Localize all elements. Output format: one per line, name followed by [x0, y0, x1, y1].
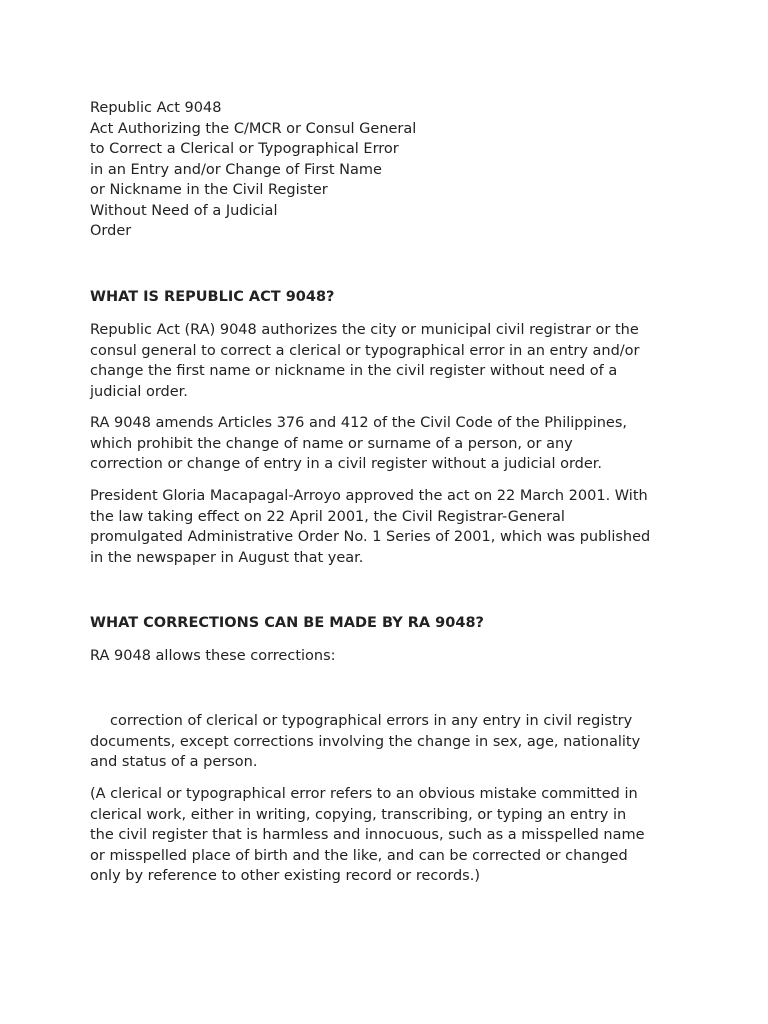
note-line: only by reference to other existing record or records.) [90, 868, 480, 884]
paragraph-line: judicial order. [90, 383, 188, 400]
list-item [90, 711, 690, 773]
heading-text: WHAT CORRECTIONS CAN BE MADE BY RA 9048? [90, 615, 484, 631]
paragraph-line: RA 9048 amends Articles 376 and 412 of the Civil Code of the Philippines, [90, 415, 627, 431]
note-line: (A clerical or typographical error refers to an obvious mistake committed in [90, 786, 638, 802]
paragraph [90, 320, 690, 402]
paragraph-line: in the newspaper in August that year. [90, 549, 364, 566]
section-heading-corrections [90, 613, 690, 634]
heading-text: WHAT IS REPUBLIC ACT 9048? [90, 289, 335, 305]
note-paragraph [90, 784, 690, 887]
paragraph [90, 486, 690, 568]
paragraph [90, 646, 690, 667]
title-line: Order [90, 223, 132, 239]
title-line: Without Need of a Judicial [90, 202, 278, 219]
title-line: Act Authorizing the C/MCR or Consul General [90, 120, 417, 137]
paragraph-line: change the first name or nickname in the civil register without need of a [90, 363, 618, 379]
note-line: or misspelled place of birth and the like, and can be corrected or changed [90, 847, 628, 864]
title-line: Republic Act 9048 [90, 100, 222, 116]
list-item-line: correction of clerical or typographical errors in any entry in civil registry [110, 713, 633, 729]
paragraph-line: promulgated Administrative Order No. 1 Series of 2001, which was published [90, 529, 651, 545]
title-line: or Nickname in the Civil Register [90, 182, 328, 198]
list-item-line: and status of a person. [90, 754, 258, 770]
note-line: the civil register that is harmless and innocuous, such as a misspelled name [90, 827, 645, 843]
paragraph-line: which prohibit the change of name or surname of a person, or any [90, 435, 573, 452]
list-item-line: documents, except corrections involving the change in sex, age, nationality [90, 733, 641, 750]
section-heading-what-is [90, 287, 690, 308]
paragraph-line: consul general to correct a clerical or typographical error in an entry and/or [90, 342, 640, 359]
paragraph-line: RA 9048 allows these corrections: [90, 648, 336, 664]
paragraph-line: correction or change of entry in a civil register without a judicial order. [90, 456, 603, 472]
paragraph-line: the law taking effect on 22 April 2001, the Civil Registrar-General [90, 508, 565, 525]
note-line: clerical work, either in writing, copying, transcribing, or typing an entry in [90, 806, 627, 823]
title-block [90, 98, 690, 242]
paragraph-line: Republic Act (RA) 9048 authorizes the city or municipal civil registrar or the [90, 322, 639, 338]
title-line: in an Entry and/or Change of First Name [90, 161, 382, 178]
title-line: to Correct a Clerical or Typographical Error [90, 141, 399, 157]
paragraph [90, 413, 690, 475]
paragraph-line: President Gloria Macapagal-Arroyo approved the act on 22 March 2001. With [90, 488, 648, 504]
